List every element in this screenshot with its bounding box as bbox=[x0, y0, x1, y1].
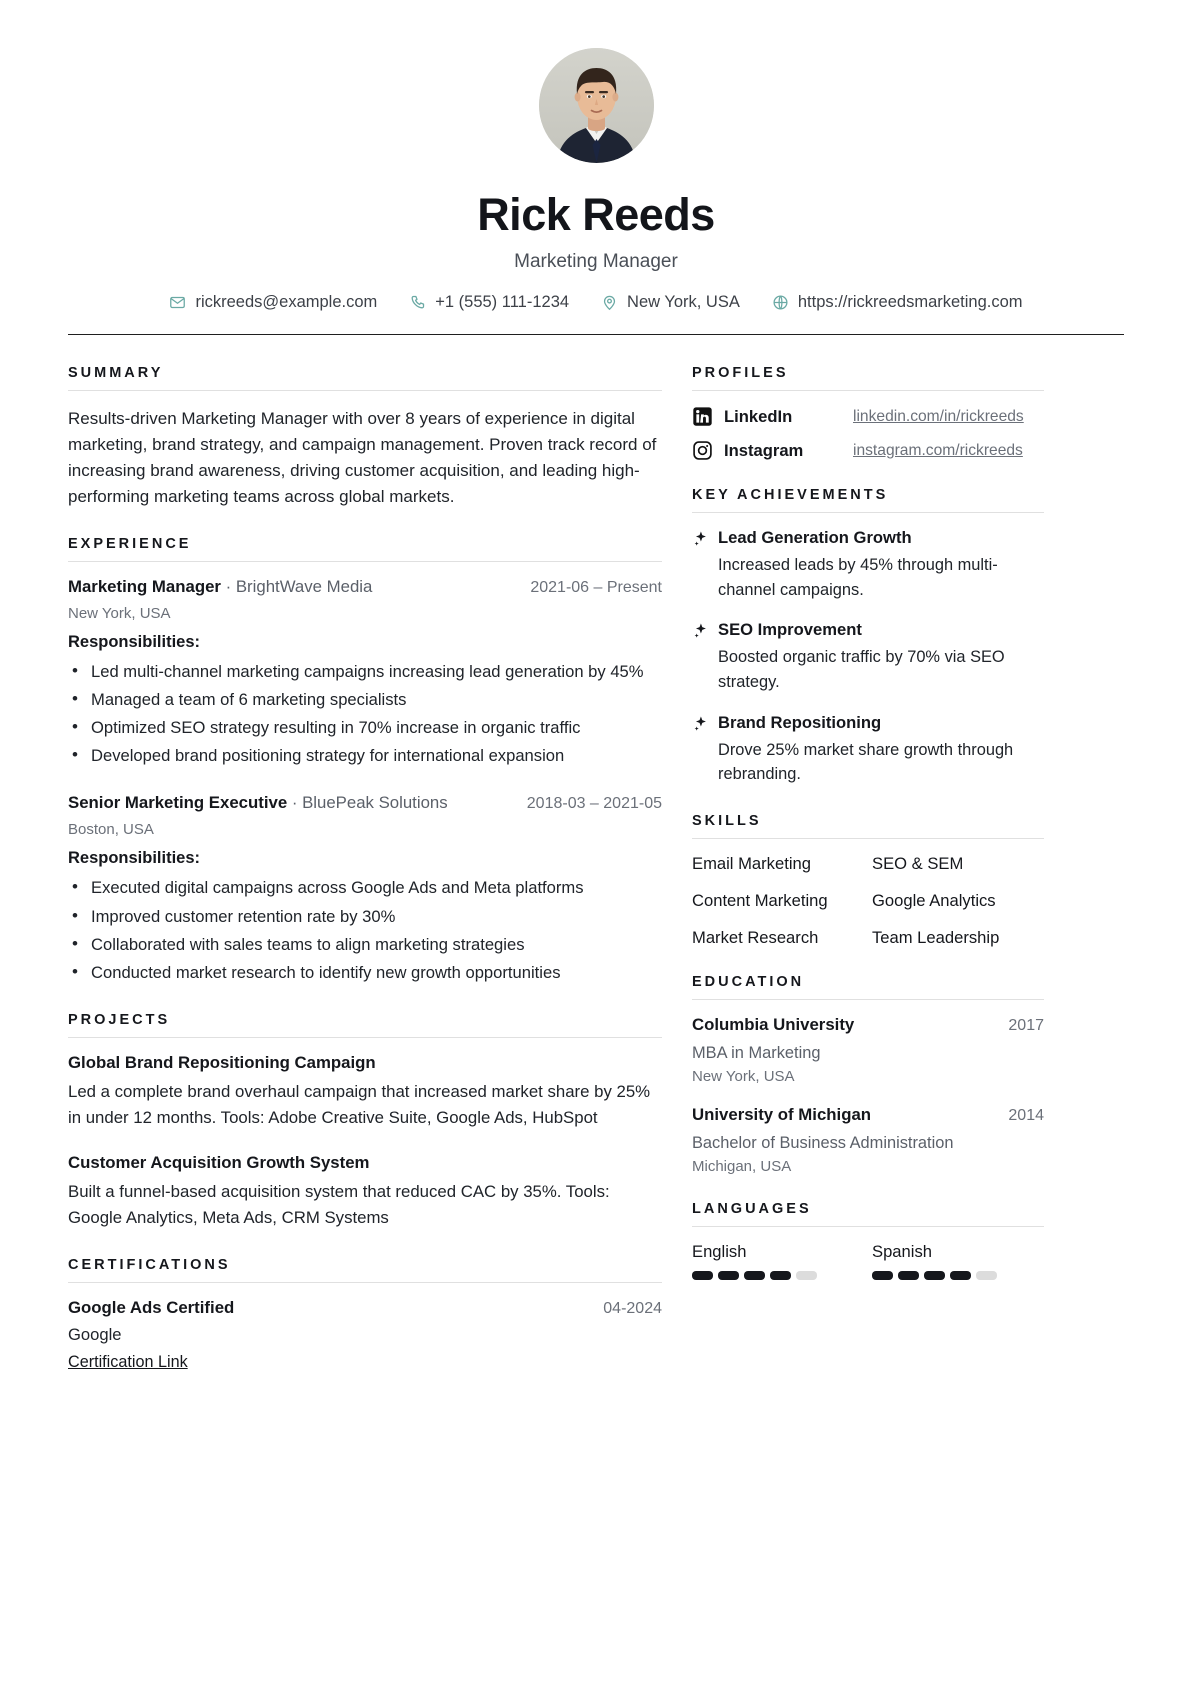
languages-heading: LANGUAGES bbox=[692, 1201, 1044, 1227]
language-item bbox=[692, 1242, 864, 1280]
certifications-heading: CERTIFICATIONS bbox=[68, 1257, 662, 1283]
list-item: • Collaborated with sales teams to align marketing strategies bbox=[68, 932, 662, 958]
skill-item: SEO & SEM bbox=[872, 853, 964, 873]
project-name: Global Brand Repositioning Campaign bbox=[68, 1053, 376, 1073]
achievement-name: Lead Generation Growth bbox=[718, 528, 912, 548]
education-location: Michigan, USA bbox=[692, 1158, 792, 1176]
education-degree: MBA in Marketing bbox=[692, 1043, 821, 1062]
list-item: • Managed a team of 6 marketing specialists bbox=[68, 687, 662, 713]
skill-item: Market Research bbox=[692, 927, 819, 947]
right-column bbox=[692, 365, 1044, 1280]
resume-body bbox=[0, 335, 1192, 1412]
skills-heading: SKILLS bbox=[692, 813, 1044, 839]
language-level-segment bbox=[872, 1271, 893, 1280]
achievement-body bbox=[718, 713, 1044, 787]
education-school: Columbia University bbox=[692, 1014, 855, 1034]
projects-heading: PROJECTS bbox=[68, 1012, 662, 1038]
experience-role: Marketing Manager bbox=[68, 576, 221, 596]
section-education bbox=[692, 974, 1044, 1175]
instagram-icon bbox=[692, 440, 713, 461]
certification-name: Google Ads Certified bbox=[68, 1298, 235, 1318]
contact-website-text: https://rickreedsmarketing.com bbox=[797, 293, 1023, 312]
language-level-segment bbox=[692, 1271, 713, 1280]
language-level-segment bbox=[950, 1271, 971, 1280]
achievement-description: Drove 25% market share growth through rebranding. bbox=[718, 740, 1014, 784]
sparkle-icon bbox=[692, 715, 709, 734]
language-name: Spanish bbox=[872, 1242, 932, 1262]
contact-email[interactable] bbox=[153, 293, 393, 312]
language-name: English bbox=[692, 1242, 747, 1262]
phone-icon bbox=[409, 294, 426, 311]
summary-text: Results-driven Marketing Manager with over 8 years of experience in digital marketing, brand strategy, and campaign management. Proven track record of increasing brand awareness, driving customer acquisition, and leading high-performing marketing teams across global markets. bbox=[68, 409, 657, 506]
experience-item bbox=[68, 577, 662, 770]
avatar-photo bbox=[539, 48, 654, 163]
profile-network-name: LinkedIn bbox=[724, 406, 793, 426]
contact-location[interactable] bbox=[585, 293, 756, 312]
profile-url[interactable]: linkedin.com/in/rickreeds bbox=[853, 407, 1024, 425]
experience-header bbox=[68, 577, 662, 597]
sparkle-icon bbox=[692, 530, 709, 549]
experience-bullets bbox=[68, 659, 662, 770]
project-description: Led a complete brand overhaul campaign that increased market share by 25% in under 12 months. Tools: Adobe Creative Suite, Google Ads, HubSpot bbox=[68, 1082, 651, 1128]
language-level-segment bbox=[770, 1271, 791, 1280]
list-item: • Conducted market research to identify new growth opportunities bbox=[68, 960, 662, 986]
skills-grid bbox=[692, 854, 1044, 948]
contact-location-text: New York, USA bbox=[627, 293, 740, 312]
project-description: Built a funnel-based acquisition system that reduced CAC by 35%. Tools: Google Analytics, Meta Ads, CRM Systems bbox=[68, 1182, 610, 1228]
language-level-segment bbox=[898, 1271, 919, 1280]
list-item: • Developed brand positioning strategy for international expansion bbox=[68, 743, 662, 769]
responsibilities-label: Responsibilities: bbox=[68, 849, 201, 868]
location-pin-icon bbox=[601, 294, 618, 311]
education-item bbox=[692, 1015, 1044, 1085]
section-experience bbox=[68, 536, 662, 987]
achievement-description: Increased leads by 45% through multi-channel campaigns. bbox=[718, 556, 998, 599]
experience-separator: · bbox=[287, 793, 303, 813]
achievement-name: Brand Repositioning bbox=[718, 712, 882, 732]
email-icon bbox=[169, 294, 186, 311]
profiles-heading: PROFILES bbox=[692, 365, 1044, 391]
project-item bbox=[68, 1153, 662, 1231]
experience-dates: 2021-06 – Present bbox=[530, 578, 662, 596]
language-level-bars bbox=[872, 1271, 1044, 1280]
profile-linkedin[interactable] bbox=[692, 406, 1044, 427]
education-year: 2017 bbox=[1008, 1016, 1044, 1034]
page-title: Rick Reeds bbox=[477, 189, 715, 240]
certification-header bbox=[68, 1298, 662, 1318]
language-level-segment bbox=[744, 1271, 765, 1280]
certification-item bbox=[68, 1298, 662, 1372]
achievement-item bbox=[692, 713, 1044, 787]
achievement-body bbox=[718, 528, 1044, 602]
left-column bbox=[68, 365, 662, 1372]
language-level-segment bbox=[796, 1271, 817, 1280]
section-languages bbox=[692, 1201, 1044, 1280]
skill-item: Google Analytics bbox=[872, 890, 996, 910]
certification-date: 04-2024 bbox=[603, 1300, 662, 1318]
contact-phone-text: +1 (555) 111-1234 bbox=[435, 293, 570, 312]
achievement-item bbox=[692, 528, 1044, 602]
education-heading: EDUCATION bbox=[692, 974, 1044, 1000]
section-profiles bbox=[692, 365, 1044, 461]
sparkle-icon bbox=[692, 622, 709, 641]
project-item bbox=[68, 1053, 662, 1131]
job-headline: Marketing Manager bbox=[514, 251, 678, 273]
languages-grid bbox=[692, 1242, 1044, 1280]
experience-dates: 2018-03 – 2021-05 bbox=[526, 795, 662, 813]
language-item bbox=[872, 1242, 1044, 1280]
section-skills bbox=[692, 813, 1044, 948]
achievement-description: Boosted organic traffic by 70% via SEO strategy. bbox=[718, 648, 1005, 692]
education-header bbox=[692, 1015, 1044, 1035]
experience-company: BluePeak Solutions bbox=[302, 793, 448, 813]
education-year: 2014 bbox=[1008, 1107, 1044, 1125]
contact-email-text: rickreeds@example.com bbox=[195, 293, 378, 312]
list-item: • Led multi-channel marketing campaigns increasing lead generation by 45% bbox=[68, 659, 662, 685]
education-item bbox=[692, 1105, 1044, 1175]
achievement-item bbox=[692, 620, 1044, 694]
resume-header bbox=[0, 0, 1192, 312]
section-projects bbox=[68, 1012, 662, 1231]
contact-phone[interactable] bbox=[393, 293, 585, 312]
education-location: New York, USA bbox=[692, 1068, 795, 1086]
profile-network-name: Instagram bbox=[724, 440, 804, 460]
contact-row bbox=[68, 293, 1124, 312]
experience-heading: EXPERIENCE bbox=[68, 536, 662, 562]
experience-role: Senior Marketing Executive bbox=[68, 793, 288, 813]
list-item: • Optimized SEO strategy resulting in 70% increase in organic traffic bbox=[68, 715, 662, 741]
achievement-name: SEO Improvement bbox=[718, 620, 862, 640]
language-level-bars bbox=[692, 1271, 864, 1280]
linkedin-icon bbox=[692, 406, 713, 427]
experience-bullets bbox=[68, 875, 662, 986]
certification-issuer: Google bbox=[68, 1325, 122, 1345]
avatar bbox=[539, 48, 654, 163]
experience-location: New York, USA bbox=[68, 604, 171, 622]
list-item: • Executed digital campaigns across Google Ads and Meta platforms bbox=[68, 875, 662, 901]
language-level-segment bbox=[924, 1271, 945, 1280]
skill-item: Team Leadership bbox=[872, 927, 1000, 947]
experience-header bbox=[68, 793, 662, 813]
responsibilities-label: Responsibilities: bbox=[68, 632, 201, 651]
skill-item: Content Marketing bbox=[692, 890, 828, 910]
achievements-heading: KEY ACHIEVEMENTS bbox=[692, 487, 1044, 513]
experience-title bbox=[68, 577, 372, 597]
education-degree: Bachelor of Business Administration bbox=[692, 1134, 954, 1153]
section-certifications bbox=[68, 1257, 662, 1372]
project-name: Customer Acquisition Growth System bbox=[68, 1153, 370, 1173]
experience-separator: · bbox=[220, 576, 236, 596]
globe-icon bbox=[772, 294, 789, 311]
contact-website[interactable] bbox=[756, 293, 1039, 312]
education-header bbox=[692, 1105, 1044, 1125]
certification-link[interactable]: Certification Link bbox=[68, 1353, 188, 1372]
achievement-body bbox=[718, 620, 1044, 694]
experience-location: Boston, USA bbox=[68, 821, 154, 839]
language-level-segment bbox=[718, 1271, 739, 1280]
language-level-segment bbox=[976, 1271, 997, 1280]
education-school: University of Michigan bbox=[692, 1105, 872, 1125]
section-summary bbox=[68, 365, 662, 509]
profile-url[interactable]: instagram.com/rickreeds bbox=[853, 441, 1023, 459]
profile-instagram[interactable] bbox=[692, 440, 1044, 461]
experience-company: BrightWave Media bbox=[235, 576, 373, 596]
experience-item bbox=[68, 793, 662, 986]
list-item: • Improved customer retention rate by 30% bbox=[68, 904, 662, 930]
skill-item: Email Marketing bbox=[692, 853, 811, 873]
section-achievements bbox=[692, 487, 1044, 787]
experience-title bbox=[68, 793, 448, 813]
summary-heading: SUMMARY bbox=[68, 365, 662, 391]
